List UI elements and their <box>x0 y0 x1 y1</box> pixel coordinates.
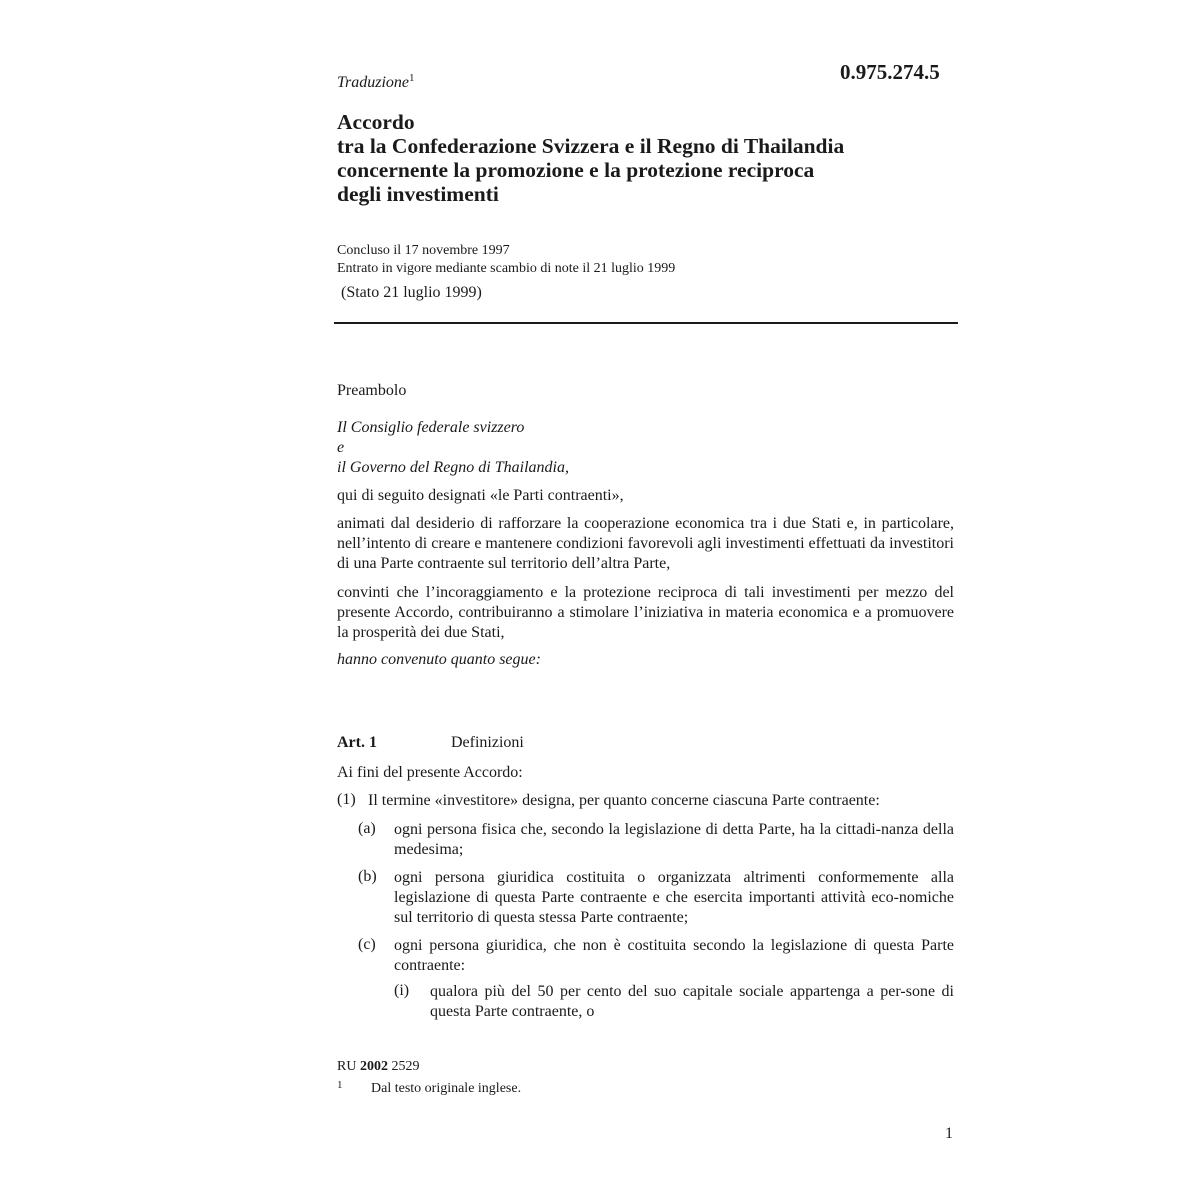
article-number: Art. 1 <box>337 734 377 751</box>
ru-page: 2529 <box>391 1059 420 1074</box>
document-metadata <box>337 242 675 278</box>
footnote-number: 1 <box>337 1079 343 1091</box>
page-number: 1 <box>945 1125 953 1142</box>
title-line: degli investimenti <box>337 182 499 206</box>
preamble-paragraph-2: convinti che l’incoraggiamento e la protezione reciproca di tali investimenti per mezzo del presente Accordo, contribuiranno a stimolare l’iniziativa in materia economica e a promuovere la prosperità dei due Stati, <box>337 584 954 641</box>
title-line: Accordo <box>337 110 415 134</box>
concluded-date: Concluso il 17 novembre 1997 <box>337 243 510 258</box>
ru-prefix: RU <box>337 1059 357 1074</box>
preamble-heading: Preambolo <box>337 382 407 399</box>
article-intro: Ai fini del presente Accordo: <box>337 764 523 781</box>
subitem-text: ogni persona giuridica costituita o organizzata altrimenti conformemente alla legislazione di questa Parte contraente e che esercita importanti attività eco-nomiche sul territorio di questa stessa Parte contraente; <box>394 869 954 926</box>
title-line: tra la Confederazione Svizzera e il Regno di Thailandia <box>337 134 845 158</box>
preamble-paragraph-1: animati dal desiderio di rafforzare la cooperazione economica tra i due Stati e, in particolare, nell’intento di creare e mantenere condizioni favorevoli agli investimenti effettuati da investitori di una Parte contraente sul territorio dell’altra Parte, <box>337 515 954 572</box>
preamble-party-1: Il Consiglio federale svizzero <box>337 419 525 436</box>
footnote-marker[interactable]: 1 <box>409 72 415 84</box>
translation-label <box>337 74 415 92</box>
subitem-label: (c) <box>358 936 376 953</box>
item-label: (1) <box>337 791 356 808</box>
ru-year: 2002 <box>359 1059 388 1074</box>
subitem-label: (b) <box>358 868 377 885</box>
preamble-party-2: il Governo del Regno di Thailandia, <box>337 459 569 476</box>
preamble-conjunction: e <box>337 439 345 456</box>
subsubitem-label: (i) <box>394 982 410 999</box>
document-reference-number: 0.975.274.5 <box>840 60 940 84</box>
preamble-designation: qui di seguito designati «le Parti contraenti», <box>337 487 624 504</box>
subitem-text: ogni persona fisica che, secondo la legislazione di detta Parte, ha la cittadi-nanza della medesima; <box>394 821 954 858</box>
preamble-closing: hanno convenuto quanto segue: <box>337 651 541 668</box>
status-date: (Stato 21 luglio 1999) <box>341 284 482 301</box>
subsubitem-text: qualora più del 50 per cento del suo capitale sociale appartenga a per-sone di questa Parte contraente, o <box>430 983 954 1020</box>
footnote-text: Dal testo originale inglese. <box>371 1081 522 1096</box>
subitem-label: (a) <box>358 820 376 837</box>
header-divider <box>334 322 958 324</box>
article-title: Definizioni <box>451 734 524 751</box>
official-collection-reference <box>337 1059 419 1075</box>
subitem-text: ogni persona giuridica, che non è costituita secondo la legislazione di questa Parte contraente: <box>394 937 954 974</box>
title-line: concernente la promozione e la protezione reciproca <box>337 158 815 182</box>
document-title <box>337 110 844 206</box>
entry-into-force: Entrato in vigore mediante scambio di note il 21 luglio 1999 <box>337 261 676 276</box>
item-text: Il termine «investitore» designa, per quanto concerne ciascuna Parte contraente: <box>368 792 880 809</box>
translation-word: Traduzione <box>337 74 410 91</box>
